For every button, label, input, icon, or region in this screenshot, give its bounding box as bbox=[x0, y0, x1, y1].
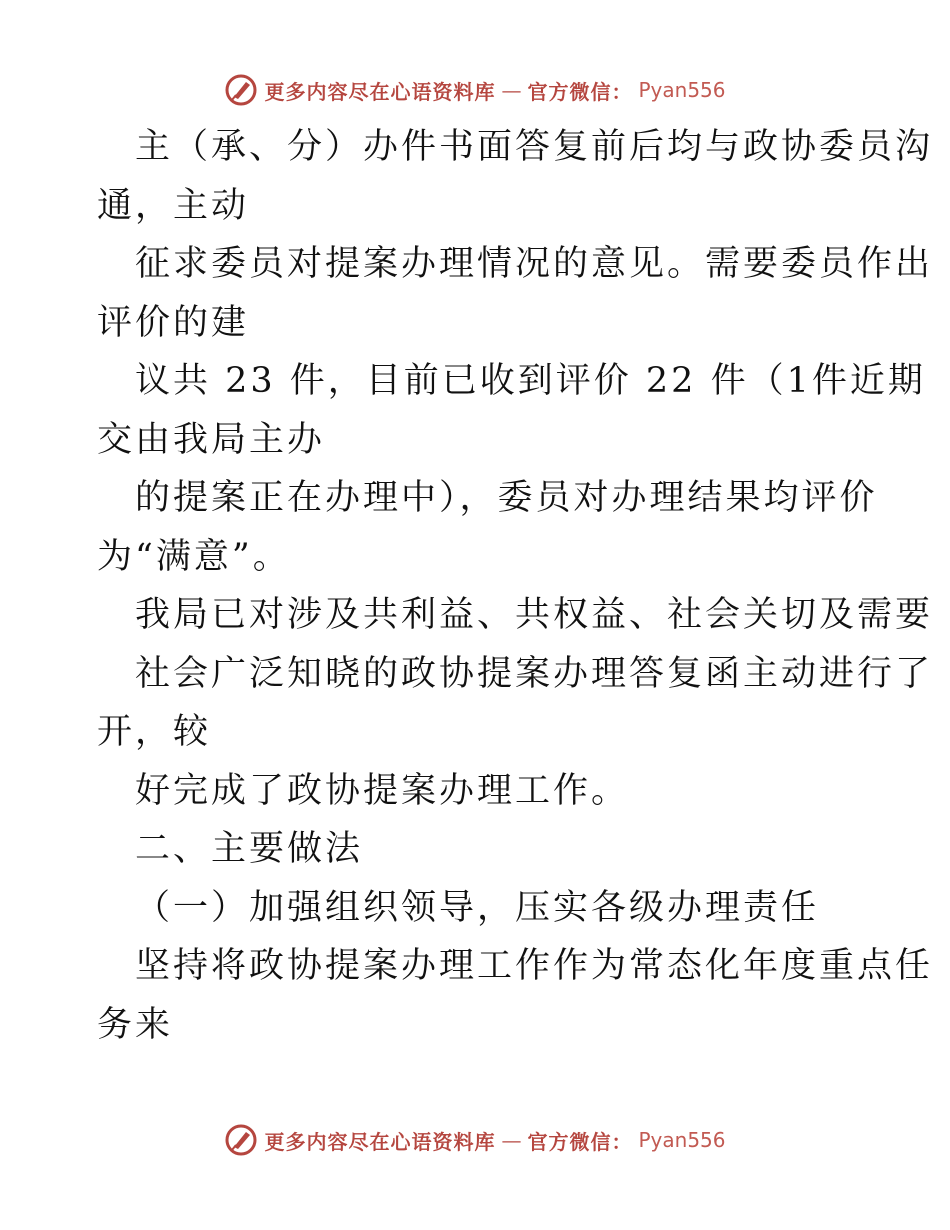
footer-account-id: Pyan556 bbox=[638, 1128, 726, 1152]
body-line: 务来 bbox=[97, 1004, 174, 1045]
body-line: 通，主动 bbox=[97, 185, 250, 226]
body-line: 的提案正在办理中），委员对办理结果均评价 bbox=[135, 478, 878, 518]
body-line: 开，较 bbox=[97, 712, 212, 752]
header-separator: — bbox=[501, 78, 522, 102]
subsection-heading: （一）加强组织领导，压实各级办理责任 bbox=[135, 887, 820, 928]
body-line: 交由我局主办 bbox=[97, 419, 326, 460]
body-line: 好完成了政协提案办理工作。 bbox=[135, 770, 630, 811]
section-heading: 二、主要做法 bbox=[135, 829, 364, 869]
body-line: 坚持将政协提案办理工作作为常态化年度重点任 bbox=[135, 946, 934, 986]
body-line: 评价的建 bbox=[97, 302, 250, 343]
body-line: 征求委员对提案办理情况的意见。需要委员作出 bbox=[135, 244, 934, 284]
footer-account-label: 官方微信： bbox=[527, 1129, 633, 1154]
header-brand-text: 更多内容尽在心语资料库 bbox=[264, 79, 496, 104]
body-line: 我局已对涉及共利益、共权益、社会关切及需要 bbox=[135, 595, 934, 635]
body-line: 主（承、分）办件书面答复前后均与政协委员沟 bbox=[135, 127, 934, 167]
footer-separator: — bbox=[501, 1128, 522, 1152]
body-line: 社会广泛知晓的政协提案办理答复函主动进行了 bbox=[135, 653, 934, 694]
header-banner bbox=[0, 70, 950, 110]
header-account-label: 官方微信： bbox=[527, 79, 633, 104]
footer-banner bbox=[0, 1120, 950, 1160]
footer-brand-text: 更多内容尽在心语资料库 bbox=[264, 1129, 496, 1154]
body-line: 为“满意”。 bbox=[97, 536, 291, 577]
header-account-id: Pyan556 bbox=[638, 78, 726, 102]
quill-pen-circle-icon bbox=[224, 1123, 258, 1157]
body-line: 议共 23 件，目前已收到评价 22 件（1件近期 bbox=[135, 361, 926, 401]
document-body bbox=[97, 118, 934, 1054]
quill-pen-circle-icon bbox=[224, 73, 258, 107]
